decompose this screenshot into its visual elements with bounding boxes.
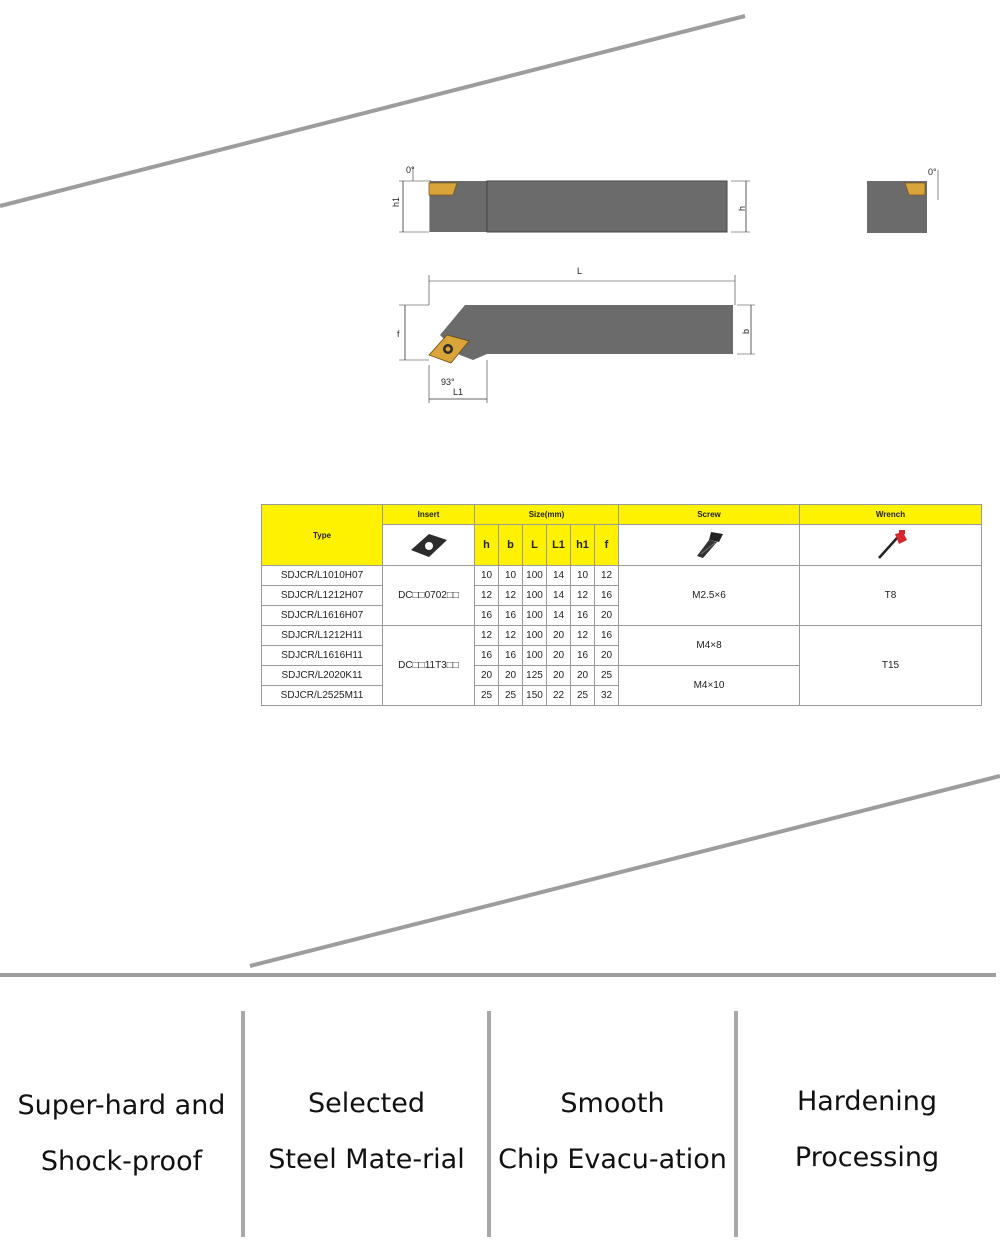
size-cell: 100 [523,626,547,646]
header-type: Type [262,505,383,566]
size-cell: 22 [547,686,571,706]
size-cell: 16 [499,606,523,626]
spec-table [261,504,982,706]
size-cell: 12 [499,626,523,646]
size-col-h1: h1 [571,525,595,566]
size-cell: 14 [547,606,571,626]
size-cell: 10 [571,566,595,586]
plan-L-label: L [577,266,583,276]
size-cell: 20 [547,646,571,666]
size-cell: 16 [571,606,595,626]
header-insert: Insert [383,505,475,525]
plan-L1-label: L1 [453,387,464,397]
size-cell: 12 [475,626,499,646]
size-cell: 10 [499,566,523,586]
size-cell: 20 [595,606,619,626]
size-cell: 25 [571,686,595,706]
size-cell: 16 [595,586,619,606]
feature-line: Processing [794,1142,940,1173]
row-type: SDJCR/L1616H11 [262,646,383,666]
insert-value: DC□□11T3□□ [383,626,475,706]
size-cell: 100 [523,606,547,626]
header-wrench: Wrench [800,505,982,525]
feature-smooth-chip [491,1076,734,1188]
size-cell: 100 [523,586,547,606]
row-type: SDJCR/L1010H07 [262,566,383,586]
size-cell: 20 [475,666,499,686]
size-cell: 20 [547,666,571,686]
wrench-icon [871,528,911,562]
size-cell: 25 [475,686,499,706]
row-type: SDJCR/L1212H07 [262,586,383,606]
row-type: SDJCR/L1212H11 [262,626,383,646]
screw-icon [689,528,729,562]
size-col-f: f [595,525,619,566]
size-cell: 20 [547,626,571,646]
plan-f-label: f [397,329,400,339]
side-angle-right-label: 0° [928,167,937,177]
size-cell: 12 [571,626,595,646]
size-cell: 14 [547,586,571,606]
feature-line: Shock-proof [40,1146,203,1177]
size-cell: 12 [475,586,499,606]
size-col-h: h [475,525,499,566]
tool-drawing [385,155,960,415]
size-cell: 12 [499,586,523,606]
feature-line: Hardening [796,1086,938,1117]
feature-line: Chip Evacu-ation [498,1144,727,1175]
size-col-L: L [523,525,547,566]
table-row [262,626,982,646]
size-cell: 32 [595,686,619,706]
feature-line: Steel Mate-rial [268,1144,465,1175]
side-angle-left-label: 0° [406,165,415,175]
feature-line: Super-hard and [17,1090,226,1121]
size-cell: 20 [499,666,523,686]
size-cell: 16 [571,646,595,666]
row-type: SDJCR/L2020K11 [262,666,383,686]
size-cell: 16 [475,606,499,626]
size-cell: 20 [571,666,595,686]
feature-selected-steel [245,1076,488,1188]
size-cell: 10 [475,566,499,586]
insert-picture [383,525,475,566]
side-view [391,165,938,233]
size-cell: 12 [571,586,595,606]
decor-diagonal-bottom [250,776,1000,966]
feature-hardening [738,1074,996,1186]
plan-view [397,266,755,403]
insert-value: DC□□0702□□ [383,566,475,626]
screw-value: M4×10 [619,666,800,706]
side-h-label: h [737,205,747,211]
size-cell: 100 [523,566,547,586]
table-row [262,566,982,586]
side-h1-label: h1 [391,196,401,207]
size-col-b: b [499,525,523,566]
size-col-L1: L1 [547,525,571,566]
size-cell: 12 [595,566,619,586]
screw-value: M2.5×6 [619,566,800,626]
wrench-value: T8 [800,566,982,626]
size-cell: 14 [547,566,571,586]
wrench-value: T15 [800,626,982,706]
size-cell: 20 [595,646,619,666]
plan-angle-label: 93° [441,377,455,387]
size-cell: 25 [499,686,523,706]
size-cell: 150 [523,686,547,706]
wrench-picture [800,525,982,566]
size-cell: 100 [523,646,547,666]
size-cell: 16 [499,646,523,666]
row-type: SDJCR/L2525M11 [262,686,383,706]
header-screw: Screw [619,505,800,525]
insert-icon [407,530,451,560]
size-cell: 125 [523,666,547,686]
size-cell: 16 [595,626,619,646]
feature-line: Selected [307,1088,426,1119]
header-size: Size(mm) [475,505,619,525]
size-cell: 16 [475,646,499,666]
row-type: SDJCR/L1616H07 [262,606,383,626]
feature-super-hard [0,1078,243,1190]
size-cell: 25 [595,666,619,686]
screw-value: M4×8 [619,626,800,666]
plan-b-label: b [741,328,751,334]
screw-picture [619,525,800,566]
feature-line: Smooth [560,1088,665,1119]
